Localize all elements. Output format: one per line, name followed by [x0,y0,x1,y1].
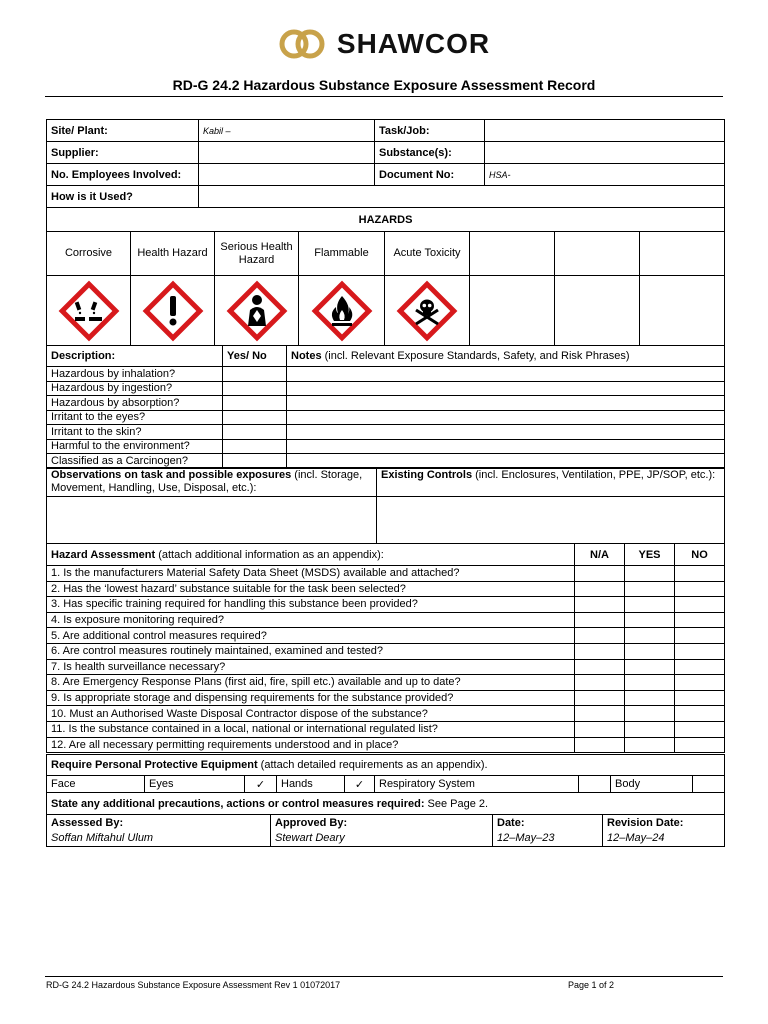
na-checkbox[interactable] [575,690,625,706]
ppe-hands-checkbox[interactable]: ✓ [345,776,375,793]
pictogram-blank-2 [555,276,640,346]
brand-name: SHAWCOR [336,28,491,59]
na-checkbox[interactable] [575,659,625,675]
page-number: Page 1 of 2 [568,980,615,990]
footer-document-ref: RD-G 24.2 Hazardous Substance Exposure Assessment Rev 1 01072017 [46,980,341,990]
na-checkbox[interactable] [575,581,625,597]
ppe-hands-label: Hands [277,776,345,793]
notes-field[interactable] [287,367,725,382]
signoff-table [46,814,725,847]
yes-checkbox[interactable] [625,690,675,706]
observations-table [46,467,725,544]
no-checkbox[interactable] [675,643,725,659]
assessment-heading [47,544,575,566]
yes-checkbox[interactable] [625,721,675,737]
yes-checkbox[interactable] [625,643,675,659]
approved-by-cell[interactable] [271,815,493,847]
approved-by-value: Stewart Deary [275,832,345,844]
no-checkbox[interactable] [675,721,725,737]
hazard-label-blank-1 [470,232,555,276]
skull-icon [396,280,458,342]
no-checkbox[interactable] [675,612,725,628]
observations-heading [47,468,377,497]
health-hazard-icon [226,280,288,342]
assessment-question: 1. Is the manufacturers Material Safety Data Sheet (MSDS) available and attached? [47,566,575,582]
date-label: Date: [497,817,525,829]
ppe-face-label: Face [47,776,145,793]
observations-field[interactable] [47,497,377,544]
serious-health-cell [215,276,299,346]
exclamation-icon [142,280,204,342]
na-checkbox[interactable] [575,737,625,753]
na-checkbox[interactable] [575,628,625,644]
controls-heading [377,468,725,497]
site-label: Site/ Plant: [47,120,199,142]
assessment-question: 5. Are additional control measures required? [47,628,575,644]
yes-checkbox[interactable] [625,659,675,675]
ppe-table [46,754,725,793]
no-checkbox[interactable] [675,581,725,597]
hazard-label-health: Health Hazard [131,232,215,276]
usage-label: How is it Used? [47,186,199,208]
precautions-heading: State any additional precautions, actions or control measures required: [51,797,425,810]
yes-heading: YES [625,544,675,566]
description-row-label: Hazardous by inhalation? [47,367,223,382]
hazard-label-corrosive: Corrosive [47,232,131,276]
description-row-label: Harmful to the environment? [47,439,223,454]
no-heading: NO [675,544,725,566]
health-hazard-cell [131,276,215,346]
observations-heading-bold: Observations on task and possible exposures [51,469,292,481]
assessment-question: 6. Are control measures routinely maintained, examined and tested? [47,643,575,659]
assessment-question: 7. Is health surveillance necessary? [47,659,575,675]
title-divider [45,96,723,97]
na-heading: N/A [575,544,625,566]
no-checkbox[interactable] [675,566,725,582]
assessment-question: 11. Is the substance contained in a local, national or international regulated list? [47,721,575,737]
description-table [46,345,725,469]
ppe-eyes-label: Eyes [145,776,245,793]
yes-no-field[interactable] [223,454,287,469]
hazard-label-flammable: Flammable [299,232,385,276]
assessment-heading-bold: Hazard Assessment [51,548,156,561]
hazards-heading: HAZARDS [47,208,725,232]
na-checkbox[interactable] [575,706,625,722]
substances-label: Substance(s): [375,142,485,164]
revision-date-value: 12–May–24 [607,832,665,844]
no-checkbox[interactable] [675,659,725,675]
yes-no-field[interactable] [223,425,287,440]
assessment-question: 4. Is exposure monitoring required? [47,612,575,628]
page-title: RD-G 24.2 Hazardous Substance Exposure Assessment Record [172,77,596,93]
description-row-label: Hazardous by ingestion? [47,381,223,396]
ppe-body-label: Body [611,776,693,793]
ppe-heading-bold: Require Personal Protective Equipment [51,759,258,771]
hazard-label-blank-2 [555,232,640,276]
description-row-label: Irritant to the eyes? [47,410,223,425]
yes-checkbox[interactable] [625,566,675,582]
yes-checkbox[interactable] [625,612,675,628]
footer-divider [45,976,723,977]
na-checkbox[interactable] [575,675,625,691]
task-label: Task/Job: [375,120,485,142]
ppe-respiratory-checkbox[interactable] [579,776,611,793]
assessed-by-label: Assessed By: [51,817,124,829]
notes-field[interactable] [287,454,725,469]
date-value: 12–May–23 [497,832,555,844]
hazard-label-acute-toxicity: Acute Toxicity [385,232,470,276]
no-checkbox[interactable] [675,690,725,706]
yes-no-field[interactable] [223,439,287,454]
precautions-row[interactable] [47,793,725,815]
yes-checkbox[interactable] [625,675,675,691]
assessment-question: 10. Must an Authorised Waste Disposal Contractor dispose of the substance? [47,706,575,722]
assessed-by-cell[interactable] [47,815,271,847]
approved-by-label: Approved By: [275,817,348,829]
revision-date-label: Revision Date: [607,817,684,829]
na-checkbox[interactable] [575,643,625,659]
site-field[interactable]: Kabil – [199,120,375,142]
notes-field[interactable] [287,439,725,454]
assessment-table [46,543,725,753]
yes-checkbox[interactable] [625,597,675,613]
yes-no-heading: Yes/ No [223,346,287,367]
assessment-question: 8. Are Emergency Response Plans (first aid, fire, spill etc.) available and up to date? [47,675,575,691]
hazards-table [46,207,725,346]
precautions-note: See Page 2. [424,797,489,810]
ppe-heading [47,755,725,776]
info-table [46,119,725,208]
shawcor-rings-icon [278,29,328,59]
na-checkbox[interactable] [575,597,625,613]
revision-date-cell[interactable] [603,815,725,847]
pictogram-blank-1 [470,276,555,346]
yes-checkbox[interactable] [625,581,675,597]
yes-no-field[interactable] [223,367,287,382]
precautions-table [46,792,725,815]
assessment-question: 2. Has the ‘lowest hazard’ substance suitable for the task been selected? [47,581,575,597]
ppe-respiratory-label: Respiratory System [375,776,579,793]
na-checkbox[interactable] [575,612,625,628]
no-checkbox[interactable] [675,628,725,644]
task-field[interactable] [485,120,725,142]
acute-toxicity-cell [385,276,470,346]
yes-checkbox[interactable] [625,737,675,753]
supplier-field[interactable] [199,142,375,164]
assessment-question: 9. Is appropriate storage and dispensing requirements for the substance provided? [47,690,575,706]
employees-label: No. Employees Involved: [47,164,199,186]
document-label: Document No: [375,164,485,186]
no-checkbox[interactable] [675,675,725,691]
no-checkbox[interactable] [675,737,725,753]
date-cell[interactable] [493,815,603,847]
notes-field[interactable] [287,410,725,425]
na-checkbox[interactable] [575,566,625,582]
yes-no-field[interactable] [223,410,287,425]
controls-heading-bold: Existing Controls [381,469,473,481]
assessment-question: 12. Are all necessary permitting requirements understood and in place? [47,737,575,753]
corrosive-cell [47,276,131,346]
employees-field[interactable] [199,164,375,186]
hazard-label-blank-3 [640,232,725,276]
no-checkbox[interactable] [675,706,725,722]
description-heading: Description: [47,346,223,367]
supplier-label: Supplier: [47,142,199,164]
hazard-label-serious-health: Serious Health Hazard [215,232,299,276]
description-row-label: Classified as a Carcinogen? [47,454,223,469]
yes-no-field[interactable] [223,396,287,411]
assessment-heading-rest: (attach additional information as an appendix): [155,548,384,561]
controls-heading-rest: (incl. Enclosures, Ventilation, PPE, JP/SOP, etc.): [472,469,716,481]
notes-field[interactable] [287,381,725,396]
corrosive-icon [58,280,120,342]
na-checkbox[interactable] [575,721,625,737]
ppe-heading-rest: (attach detailed requirements as an appendix). [257,759,488,771]
pictogram-blank-3 [640,276,725,346]
document-field[interactable]: HSA- [485,164,725,186]
assessment-question: 3. Has specific training required for handling this substance been provided? [47,597,575,613]
notes-field[interactable] [287,425,725,440]
yes-no-field[interactable] [223,381,287,396]
description-row-label: Irritant to the skin? [47,425,223,440]
assessed-by-value: Soffan Miftahul Ulum [51,832,154,844]
flame-icon [311,280,373,342]
notes-heading-rest: (incl. Relevant Exposure Standards, Safety, and Risk Phrases) [321,350,630,362]
yes-checkbox[interactable] [625,706,675,722]
ppe-body-checkbox[interactable] [693,776,725,793]
company-logo [0,28,768,62]
controls-field[interactable] [377,497,725,544]
notes-field[interactable] [287,396,725,411]
flammable-cell [299,276,385,346]
no-checkbox[interactable] [675,597,725,613]
description-row-label: Hazardous by absorption? [47,396,223,411]
substances-field[interactable] [485,142,725,164]
ppe-eyes-checkbox[interactable]: ✓ [245,776,277,793]
notes-heading-bold: Notes [291,350,322,362]
yes-checkbox[interactable] [625,628,675,644]
observations-heading-rest: (incl. Storage, Movement, Handling, Use, Disposal, etc.): [51,469,363,494]
usage-field[interactable] [199,186,725,208]
notes-heading [287,346,725,367]
